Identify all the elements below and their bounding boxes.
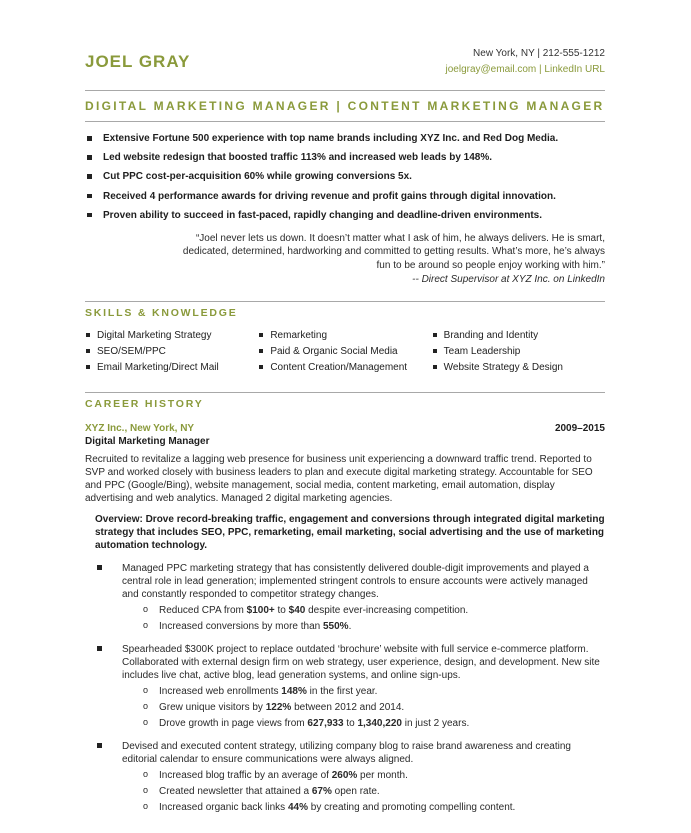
quote-attribution: -- Direct Supervisor at XYZ Inc. on LinkedIn [412,274,605,286]
candidate-name: JOEL GRAY [85,51,191,71]
skill-item: Content Creation/Management [258,362,431,374]
header-divider [85,90,605,91]
contact-location-phone: New York, NY | 212-555-1212 [473,48,605,59]
company-name: XYZ Inc., New York, NY [85,422,195,434]
career-sub-bullet-text: Drove growth in page views from 627,933 to 1,340,220 in just 2 years. [159,717,470,729]
skill-item: Remarketing [258,330,431,342]
job-title: Digital Marketing Manager [85,435,210,447]
career-bullet-group [85,740,605,814]
career-bullet [85,643,605,682]
career-sub-bullet [85,801,605,814]
skill-item: Branding and Identity [432,330,605,342]
job-overview: Overview: Drove record-breaking traffic, engagement and conversions through integrated digital marketing strategy that includes SEO, PPC, remarketing, email marketing, social advertising and the use of marketing automation technology. [95,513,605,551]
quote-text: “Joel never lets us down. It doesn’t matter what I ask of him, he always delivers. He is smart, dedicated, determined, hardworking and committed to getting results. What’s more, he’s always fun to be around so people enjoy working with him.” [182,232,605,271]
resume-title: DIGITAL MARKETING MANAGER | CONTENT MARKETING MANAGER [85,99,605,113]
skills-columns [85,330,605,378]
career-sub-bullet-text: Increased web enrollments 148% in the first year. [159,685,378,697]
summary-bullet: Received 4 performance awards for driving revenue and profit gains through digital innovation. [85,190,605,203]
sub-bullet-marker [143,685,159,698]
career-sub-bullet [85,701,605,714]
career-bullet [85,562,605,601]
career-sub-bullet [85,604,605,617]
summary-bullet: Proven ability to succeed in fast-paced, rapidly changing and deadline-driven environments. [85,209,605,222]
career-section-divider [85,392,605,393]
sub-bullet-marker [143,717,159,730]
header [85,46,605,77]
sub-bullet-marker [143,785,159,798]
career-bullet-text: Devised and executed content strategy, utilizing company blog to raise brand awareness and creating editorial calendar to ensure communications were always aligned. [122,740,571,765]
square-bullet-marker [97,562,122,601]
career-sub-bullet-text: Increased blog traffic by an average of 260% per month. [159,769,408,781]
skill-item: Paid & Organic Social Media [258,346,431,358]
testimonial-quote [169,232,605,287]
summary-bullet: Extensive Fortune 500 experience with top name brands including XYZ Inc. and Red Dog Media. [85,132,605,145]
career-sub-bullet-text: Increased organic back links 44% by creating and promoting compelling content. [159,801,516,813]
career-bullet-group [85,643,605,730]
career-sub-bullet [85,717,605,730]
job-intro: Recruited to revitalize a lagging web presence for business unit experiencing a downward traffic trend. Reported to SVP and worked closely with business leaders to plan and execute digital marketing strategy. Accountable for SEO and PPC (Google/Bing), website management, social media, content marketing, email automation, display advertising and web analytics. Managed 2 digital marketing agencies. [85,453,593,504]
square-bullet-marker [97,643,122,682]
job-header [85,423,605,434]
career-bullet [85,740,605,766]
contact-block [446,46,605,77]
summary-list [85,132,605,222]
skills-heading: SKILLS & KNOWLEDGE [85,306,238,319]
summary-bullet: Led website redesign that boosted traffic 113% and increased web leads by 148%. [85,151,605,164]
career-sub-bullet [85,769,605,782]
career-bullet-text: Spearheaded $300K project to replace outdated ‘brochure’ website with full service e-commerce platform. Collaborated with external design firm on web strategy, user experience, design, and development. New site includes live chat, active blog, lead generation systems, and online sign-ups. [122,643,600,681]
skill-item: SEO/SEM/PPC [85,346,258,358]
sub-bullet-marker [143,801,159,814]
career-sub-bullet-text: Created newsletter that attained a 67% open rate. [159,785,380,797]
square-bullet-marker [97,740,122,766]
career-bullet-text: Managed PPC marketing strategy that has consistently delivered double-digit improvements and played a central role in lead generation; implemented stringent controls to ensure accounts were actively managed and constantly responded to competitor strategy changes. [122,562,589,600]
skill-item: Team Leadership [432,346,605,358]
skills-section-divider [85,301,605,302]
career-sub-bullet [85,620,605,633]
sub-bullet-marker [143,604,159,617]
summary-bullet: Cut PPC cost-per-acquisition 60% while growing conversions 5x. [85,170,605,183]
career-sub-bullet [85,685,605,698]
skills-column [258,330,431,378]
sub-bullet-marker [143,620,159,633]
skill-item: Email Marketing/Direct Mail [85,362,258,374]
career-sub-bullet-text: Grew unique visitors by 122% between 2012 and 2014. [159,701,405,713]
career-heading: CAREER HISTORY [85,397,204,410]
career-sub-bullet [85,785,605,798]
career-bullet-list [85,562,605,814]
skill-item: Website Strategy & Design [432,362,605,374]
skills-column [432,330,605,378]
title-divider [85,121,605,122]
skills-column [85,330,258,378]
skill-item: Digital Marketing Strategy [85,330,258,342]
career-bullet-group [85,562,605,633]
contact-email-link[interactable]: joelgray@email.com | LinkedIn URL [445,63,605,75]
career-sub-bullet-text: Reduced CPA from $100+ to $40 despite ever-increasing competition. [159,604,469,616]
sub-bullet-marker [143,701,159,714]
sub-bullet-marker [143,769,159,782]
employment-dates: 2009–2015 [554,422,605,434]
career-sub-bullet-text: Increased conversions by more than 550%. [159,620,352,632]
